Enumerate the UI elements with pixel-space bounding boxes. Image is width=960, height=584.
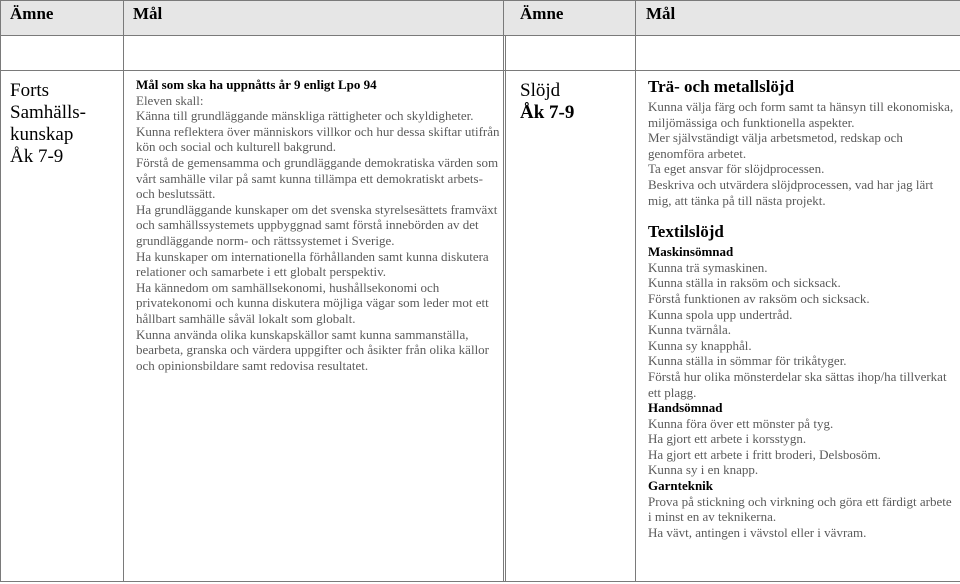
subsection-title-garnteknik: Garnteknik xyxy=(648,478,714,494)
goal-item: Förstå hur olika mönsterdelar ska sättas ihop/ha tillverkat ett plagg. xyxy=(648,368,947,400)
goals-heading: Mål som ska ha uppnåtts år 9 enligt Lpo 94 xyxy=(136,77,377,92)
goal-item: Prova på stickning och virkning och göra ett färdigt arbete i minst en av teknikerna. xyxy=(648,493,952,525)
goal-item: Förstå funktionen av raksöm och sicksack. xyxy=(648,290,870,306)
left-goals-cell xyxy=(124,71,506,582)
left-spacer-row xyxy=(1,36,506,71)
right-table xyxy=(503,0,960,582)
goal-item: Kunna reflektera över människors villkor och hur dessa skiftar utifrån kön och social och kulturell bakgrund. xyxy=(136,123,500,155)
goal-item: Beskriva och utvärdera slöjdprocessen, vad har jag lärt mig, att tänka på till nästa projekt. xyxy=(648,176,934,208)
left-content-row xyxy=(1,71,506,582)
left-header-row xyxy=(1,1,506,36)
right-subject-cell xyxy=(504,71,636,582)
right-header-subject-cell xyxy=(504,1,636,36)
goal-item: Kunna ställa in sömmar för trikåtyger. xyxy=(648,353,847,369)
right-header-goal: Mål xyxy=(646,4,676,23)
right-subject xyxy=(504,71,635,124)
right-header-goal-cell xyxy=(636,1,960,36)
left-subject-cell xyxy=(1,71,124,582)
left-header-goal: Mål xyxy=(133,4,163,23)
goal-item: Kunna ställa in raksöm och sicksack. xyxy=(648,275,841,291)
right-goals xyxy=(636,71,960,540)
section-title-textil: Textilslöjd xyxy=(648,222,724,242)
left-goals xyxy=(124,71,505,373)
goal-item: Ha gjort ett arbete i korsstygn. xyxy=(648,431,807,447)
goal-item: Ha gjort ett arbete i fritt broderi, Delsbosöm. xyxy=(648,446,881,462)
right-content-row xyxy=(504,71,960,582)
goal-item: Kunna spola upp undertråd. xyxy=(648,306,793,322)
goal-item: Ha vävt, antingen i vävstol eller i vävram. xyxy=(648,524,867,540)
left-header-subject-cell xyxy=(1,1,124,36)
left-subject-line2: Samhälls- xyxy=(10,102,86,123)
goal-item: Kunna trä symaskinen. xyxy=(648,259,768,275)
left-subject xyxy=(1,71,123,168)
left-subject-line4: Åk 7-9 xyxy=(10,146,64,167)
right-goals-cell xyxy=(636,71,960,582)
section-title-tra-metall: Trä- och metallslöjd xyxy=(648,77,795,96)
goal-item: Ta eget ansvar för slöjdprocessen. xyxy=(648,161,825,177)
goal-item: Ha kännedom om samhällsekonomi, hushållsekonomi och privatekonomi och kunna diskutera möjliga vägar som leder mot ett hållbart samhälle såväl lokalt som globalt. xyxy=(136,279,489,326)
goal-item: Känna till grundläggande mänskliga rättigheter och skyldigheter. xyxy=(136,108,474,124)
goal-item: Kunna föra över ett mönster på tyg. xyxy=(648,415,834,431)
right-subject-line1: Slöjd xyxy=(520,80,561,101)
left-header-goal-cell xyxy=(124,1,506,36)
right-subject-line2: Åk 7-9 xyxy=(520,102,575,123)
goal-item: Kunna sy knapphål. xyxy=(648,337,752,353)
goal-item: Kunna använda olika kunskapskällor samt kunna sammanställa, bearbeta, granska och värdera uppgifter och åsikter från olika källor och opinionsbildare samt redovisa resultatet. xyxy=(136,326,490,373)
goal-item: Ha kunskaper om internationella förhållanden samt kunna diskutera relationer och samarbete i ett globalt perspektiv. xyxy=(136,248,489,280)
right-header-row xyxy=(504,1,960,36)
goal-item: Kunna sy i en knapp. xyxy=(648,462,759,478)
goal-item: Kunna välja färg och form samt ta hänsyn till ekonomiska, miljömässiga och funktionella aspekter. xyxy=(648,99,954,130)
subsection-title-maskinsomnad: Maskinsömnad xyxy=(648,244,734,260)
goal-item: Förstå de gemensamma och grundläggande demokratiska värden som vårt samhälle vilar på samt kunna tillämpa ett demokratiskt arbets- och beslutssätt. xyxy=(136,154,499,202)
left-header-subject: Ämne xyxy=(10,4,54,23)
right-spacer-row xyxy=(504,36,960,71)
goal-item: Kunna tvärnåla. xyxy=(648,322,732,338)
goal-item: Mer självständigt välja arbetsmetod, redskap och genomföra arbetet. xyxy=(648,130,903,161)
left-subject-line1: Forts xyxy=(10,80,50,101)
goal-item: Ha grundläggande kunskaper om det svenska styrelsesättets framväxt och samhällssystemets uppbyggnad samt förstå innebörden av det grundläggande norm- och rättssystemet i Sverige. xyxy=(136,201,498,248)
subsection-title-handsomnad: Handsömnad xyxy=(648,400,723,416)
goal-item: Eleven skall: xyxy=(136,92,204,108)
left-subject-line3: kunskap xyxy=(10,124,74,145)
right-header-subject: Ämne xyxy=(520,4,564,23)
